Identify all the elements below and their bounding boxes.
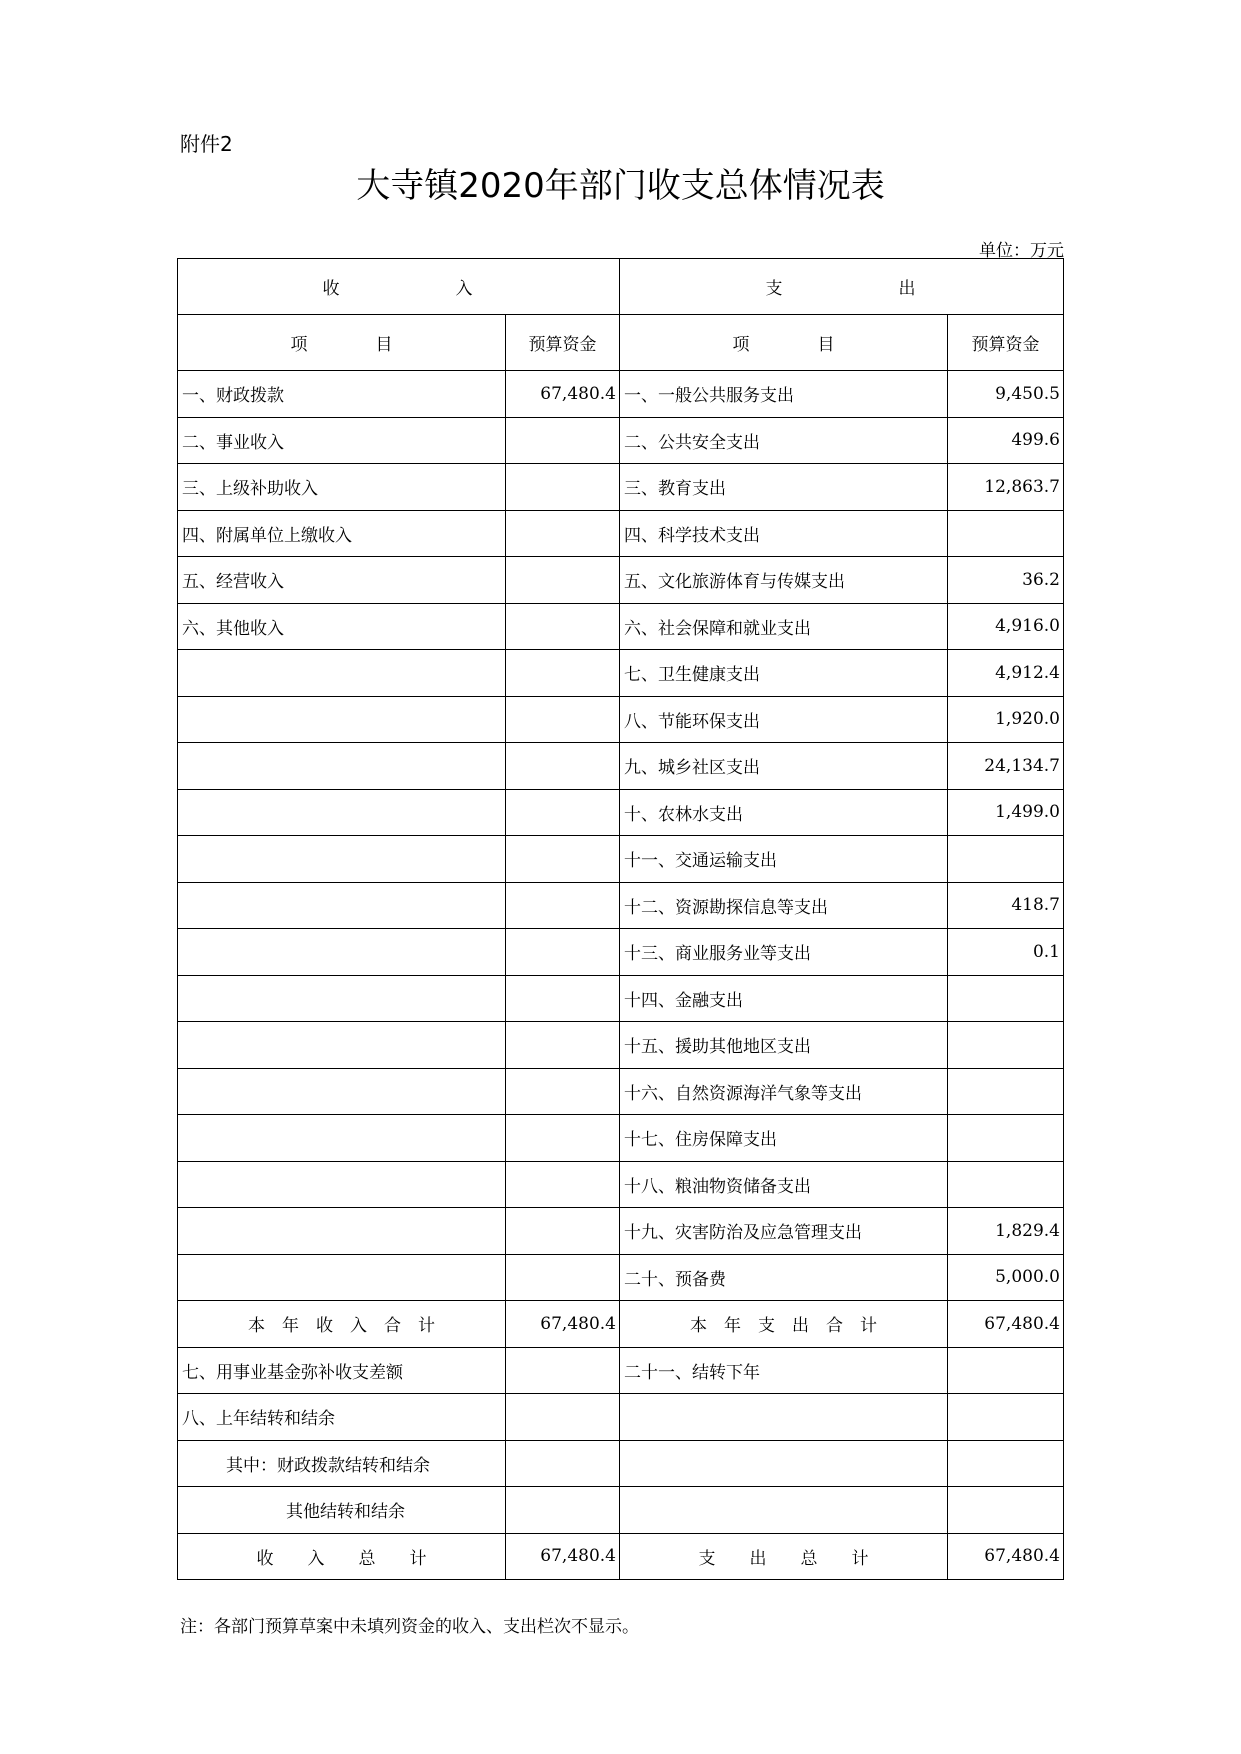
expense-value [948,1022,1064,1069]
expense-value: 499.6 [948,417,1064,464]
grand-total-row [178,1533,1064,1580]
income-value [506,789,620,836]
income-item: 三、上级补助收入 [178,464,506,511]
income-item: 八、上年结转和结余 [178,1394,506,1441]
expense-value: 1,920.0 [948,696,1064,743]
income-value [506,510,620,557]
expense-item: 十一、交通运输支出 [620,836,948,883]
table-subheader-row [178,315,1064,371]
income-value [506,1394,620,1441]
budget-table [177,258,1064,1580]
expense-header: 支 出 [620,259,1064,315]
expense-item: 二十一、结转下年 [620,1347,948,1394]
income-value [506,1208,620,1255]
expense-item: 十五、援助其他地区支出 [620,1022,948,1069]
expense-item: 十九、灾害防治及应急管理支出 [620,1208,948,1255]
expense-value [948,1115,1064,1162]
expense-item: 十七、住房保障支出 [620,1115,948,1162]
table-row [178,1208,1064,1255]
income-value [506,882,620,929]
income-value [506,1440,620,1487]
income-value [506,929,620,976]
expense-value [948,1440,1064,1487]
table-row [178,603,1064,650]
income-grand-total-value: 67,480.4 [506,1533,620,1580]
income-grand-total-label: 收 入 总 计 [178,1533,506,1580]
income-year-total-value: 67,480.4 [506,1301,620,1348]
income-value [506,603,620,650]
income-value [506,1347,620,1394]
expense-value [948,1394,1064,1441]
expense-year-total-label: 本 年 支 出 合 计 [620,1301,948,1348]
table-row [178,882,1064,929]
expense-grand-total-value: 67,480.4 [948,1533,1064,1580]
table-row [178,836,1064,883]
expense-value [948,1347,1064,1394]
income-item [178,1115,506,1162]
income-header: 收 入 [178,259,620,315]
table-row [178,1115,1064,1162]
expense-value [948,1161,1064,1208]
expense-item: 七、卫生健康支出 [620,650,948,697]
table-row [178,510,1064,557]
expense-budget-header: 预算资金 [948,315,1064,371]
table-row [178,929,1064,976]
expense-item: 四、科学技术支出 [620,510,948,557]
table-header-row [178,259,1064,315]
expense-item: 一、一般公共服务支出 [620,371,948,418]
income-item: 七、用事业基金弥补收支差额 [178,1347,506,1394]
table-row [178,371,1064,418]
expense-value: 36.2 [948,557,1064,604]
expense-year-total-value: 67,480.4 [948,1301,1064,1348]
table-row [178,975,1064,1022]
income-item: 六、其他收入 [178,603,506,650]
income-value [506,1022,620,1069]
income-item [178,650,506,697]
expense-value: 24,134.7 [948,743,1064,790]
income-item [178,1022,506,1069]
income-item: 一、财政拨款 [178,371,506,418]
expense-item: 十八、粮油物资储备支出 [620,1161,948,1208]
table-row [178,1487,1064,1534]
expense-item [620,1440,948,1487]
table-row [178,557,1064,604]
expense-item: 十六、自然资源海洋气象等支出 [620,1068,948,1115]
expense-value: 1,829.4 [948,1208,1064,1255]
income-budget-header: 预算资金 [506,315,620,371]
income-value [506,417,620,464]
expense-value: 0.1 [948,929,1064,976]
expense-value: 1,499.0 [948,789,1064,836]
income-value [506,1487,620,1534]
expense-grand-total-label: 支 出 总 计 [620,1533,948,1580]
table-row [178,1394,1064,1441]
income-item [178,1254,506,1301]
table-row [178,1068,1064,1115]
footnote: 注：各部门预算草案中未填列资金的收入、支出栏次不显示。 [180,1617,639,1637]
expense-value: 4,912.4 [948,650,1064,697]
income-value [506,696,620,743]
income-value [506,1161,620,1208]
income-item [178,882,506,929]
expense-item-header: 项 目 [620,315,948,371]
expense-item: 二、公共安全支出 [620,417,948,464]
expense-item: 三、教育支出 [620,464,948,511]
page-title: 大寺镇2020年部门收支总体情况表 [356,166,885,206]
expense-item [620,1487,948,1534]
income-value [506,743,620,790]
expense-value: 12,863.7 [948,464,1064,511]
income-item: 其他结转和结余 [178,1487,506,1534]
income-value [506,557,620,604]
income-item [178,1068,506,1115]
table-row [178,417,1064,464]
expense-item: 五、文化旅游体育与传媒支出 [620,557,948,604]
income-item: 四、附属单位上缴收入 [178,510,506,557]
expense-value [948,975,1064,1022]
income-item: 五、经营收入 [178,557,506,604]
expense-value [948,1487,1064,1534]
expense-value: 9,450.5 [948,371,1064,418]
table-row [178,1440,1064,1487]
table-row [178,743,1064,790]
expense-item: 二十、预备费 [620,1254,948,1301]
income-value [506,1068,620,1115]
income-item-header: 项 目 [178,315,506,371]
income-value [506,1115,620,1162]
income-value [506,975,620,1022]
expense-item: 十、农林水支出 [620,789,948,836]
table-row [178,1161,1064,1208]
unit-label: 单位：万元 [979,241,1064,261]
income-value [506,464,620,511]
attachment-label: 附件2 [180,132,233,156]
expense-item [620,1394,948,1441]
expense-value [948,836,1064,883]
income-value [506,650,620,697]
expense-item: 十二、资源勘探信息等支出 [620,882,948,929]
table-row [178,1022,1064,1069]
table-row [178,464,1064,511]
income-year-total-label: 本 年 收 入 合 计 [178,1301,506,1348]
income-item: 二、事业收入 [178,417,506,464]
expense-item: 九、城乡社区支出 [620,743,948,790]
income-item [178,1208,506,1255]
expense-item: 十三、商业服务业等支出 [620,929,948,976]
expense-value: 4,916.0 [948,603,1064,650]
income-value: 67,480.4 [506,371,620,418]
income-item: 其中：财政拨款结转和结余 [178,1440,506,1487]
income-item [178,929,506,976]
expense-item: 十四、金融支出 [620,975,948,1022]
table-row [178,1347,1064,1394]
expense-value: 5,000.0 [948,1254,1064,1301]
income-item [178,836,506,883]
table-row [178,789,1064,836]
year-total-row [178,1301,1064,1348]
income-item [178,743,506,790]
income-value [506,836,620,883]
income-item [178,1161,506,1208]
expense-value: 418.7 [948,882,1064,929]
table-row [178,696,1064,743]
income-value [506,1254,620,1301]
expense-value [948,510,1064,557]
income-item [178,789,506,836]
expense-item: 八、节能环保支出 [620,696,948,743]
expense-item: 六、社会保障和就业支出 [620,603,948,650]
table-row [178,650,1064,697]
income-item [178,696,506,743]
income-item [178,975,506,1022]
expense-value [948,1068,1064,1115]
table-row [178,1254,1064,1301]
